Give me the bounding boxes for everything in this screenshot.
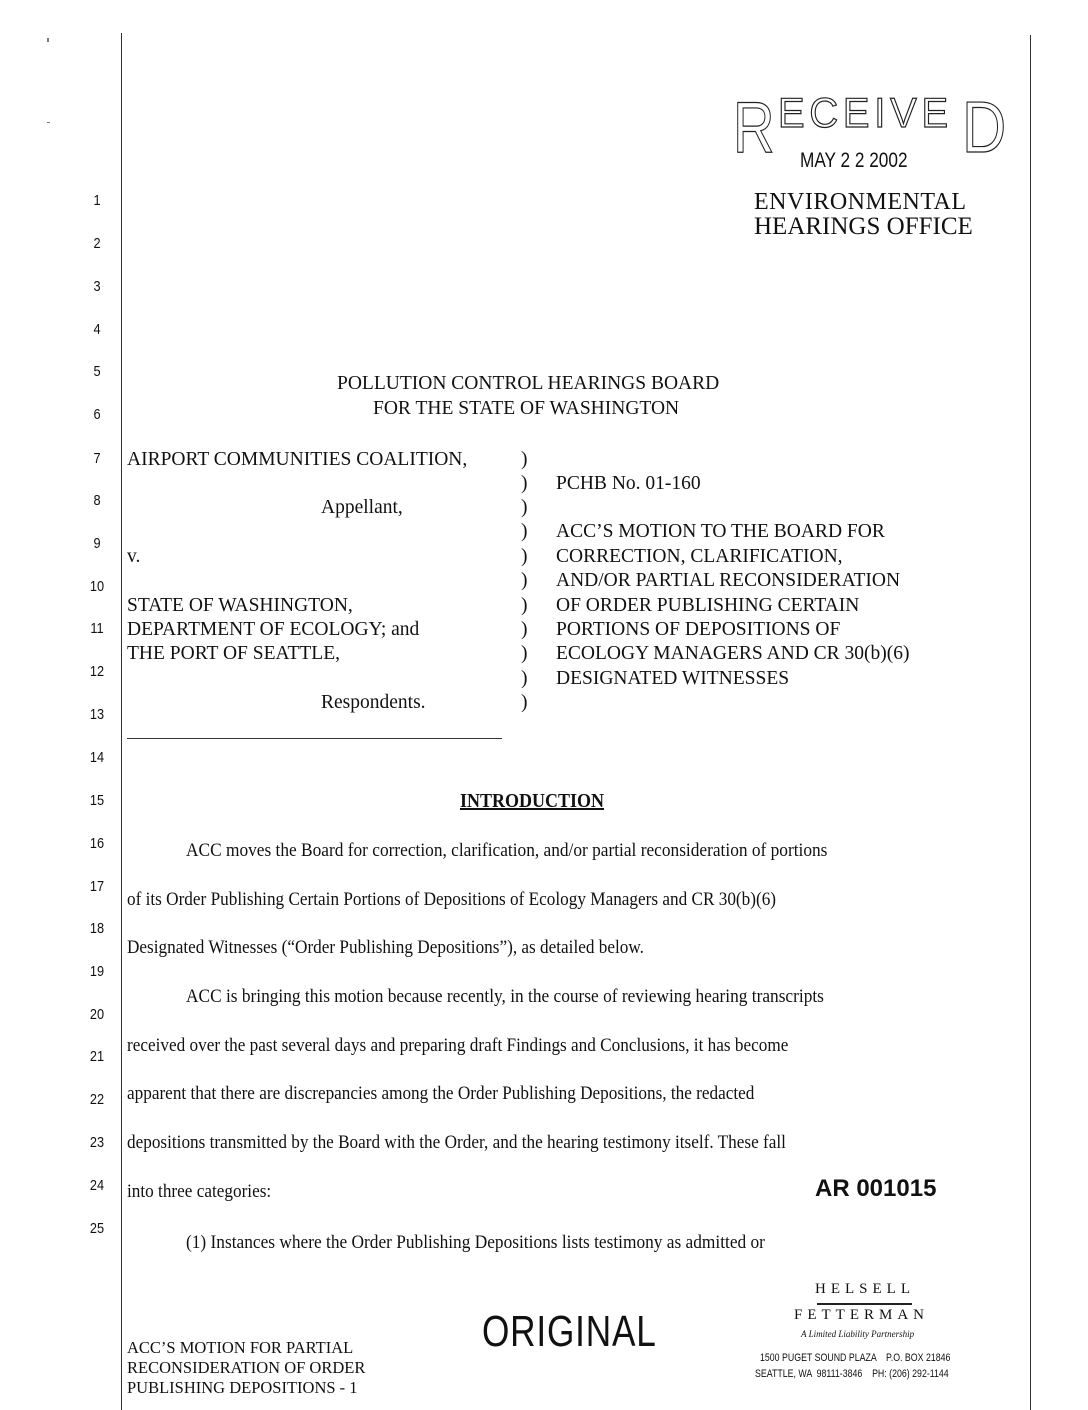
- line-number: 4: [93, 321, 101, 338]
- motion-title-line: OF ORDER PUBLISHING CERTAIN: [556, 595, 860, 616]
- body-line: Designated Witnesses (“Order Publishing Depositions”), as detailed below.: [127, 937, 644, 958]
- caption-paren: ): [521, 449, 528, 470]
- appellant-label: Appellant,: [321, 497, 403, 518]
- bates-number: AR 001015: [815, 1175, 937, 1202]
- line-number: 9: [93, 535, 101, 552]
- caption-paren: ): [521, 546, 528, 567]
- motion-title-line: AND/OR PARTIAL RECONSIDERATION: [556, 570, 901, 591]
- line-number: 16: [89, 835, 105, 852]
- line-number: 1: [93, 192, 101, 209]
- right-margin-rule: [1030, 35, 1031, 1410]
- original-stamp: ORIGINAL: [482, 1307, 657, 1356]
- left-margin-rule: [121, 33, 122, 1410]
- stamp-letter-r: R: [733, 88, 775, 168]
- motion-title-line: PORTIONS OF DEPOSITIONS OF: [556, 619, 841, 640]
- caption-paren: ): [521, 595, 528, 616]
- caption-rule: [127, 738, 502, 739]
- line-number: 14: [89, 749, 105, 766]
- respondent-line3: THE PORT OF SEATTLE,: [127, 643, 340, 664]
- footer-title-line: RECONSIDERATION OF ORDER: [127, 1358, 366, 1377]
- court-jurisdiction: FOR THE STATE OF WASHINGTON: [373, 398, 680, 419]
- respondent-label: Respondents.: [321, 692, 426, 713]
- court-name: POLLUTION CONTROL HEARINGS BOARD: [337, 373, 720, 394]
- line-number: 6: [93, 406, 101, 423]
- caption-paren: ): [521, 668, 528, 689]
- scan-speck: [47, 122, 50, 123]
- line-number: 25: [89, 1220, 105, 1237]
- caption-paren: ): [521, 497, 528, 518]
- respondent-line1: STATE OF WASHINGTON,: [127, 595, 353, 616]
- line-number: 13: [89, 706, 105, 723]
- footer-title-line: PUBLISHING DEPOSITIONS - 1: [127, 1378, 358, 1397]
- stamp-date: MAY 2 2 2002: [800, 149, 908, 172]
- line-number: 12: [89, 663, 105, 680]
- body-line: into three categories:: [127, 1181, 272, 1202]
- firm-name-rule: [817, 1303, 912, 1305]
- firm-address-line2: SEATTLE, WA 98111-3846 PH: (206) 292-1144: [755, 1368, 949, 1380]
- motion-title-line: DESIGNATED WITNESSES: [556, 668, 790, 689]
- stamp-letter-d: D: [962, 88, 1007, 168]
- line-number: 24: [89, 1177, 105, 1194]
- motion-title-line: ACC’S MOTION TO THE BOARD FOR: [556, 521, 885, 542]
- body-line: received over the past several days and preparing draft Findings and Conclusions, it has become: [127, 1035, 789, 1056]
- versus: v.: [127, 546, 141, 567]
- firm-tagline: A Limited Liability Partnership: [801, 1329, 915, 1339]
- line-number: 23: [89, 1134, 105, 1151]
- line-number: 8: [93, 492, 101, 509]
- firm-name-line2: FETTERMAN: [794, 1307, 929, 1323]
- caption-paren: ): [521, 643, 528, 664]
- footer-title-line: ACC’S MOTION FOR PARTIAL: [127, 1338, 354, 1357]
- line-number: 21: [89, 1048, 105, 1065]
- line-number: 11: [90, 620, 104, 637]
- line-number: 20: [89, 1006, 105, 1023]
- line-number: 3: [93, 278, 101, 295]
- body-line: apparent that there are discrepancies among the Order Publishing Depositions, the redacted: [127, 1083, 755, 1104]
- firm-address-line1: 1500 PUGET SOUND PLAZA P.O. BOX 21846: [760, 1352, 951, 1364]
- line-number: 15: [89, 792, 105, 809]
- body-line: of its Order Publishing Certain Portions of Depositions of Ecology Managers and CR 30(b)(6): [127, 889, 777, 910]
- line-number: 5: [93, 363, 101, 380]
- line-number: 10: [89, 578, 105, 595]
- motion-title-line: CORRECTION, CLARIFICATION,: [556, 546, 843, 567]
- caption-paren: ): [521, 570, 528, 591]
- stamp-office-line2: HEARINGS OFFICE: [754, 213, 973, 240]
- line-number: 19: [89, 963, 105, 980]
- stamp-letters: ECEIVE: [778, 89, 953, 136]
- respondent-line2: DEPARTMENT OF ECOLOGY; and: [127, 619, 420, 640]
- line-number: 22: [89, 1091, 105, 1108]
- caption-paren: ): [521, 473, 528, 494]
- body-line: ACC is bringing this motion because recently, in the course of reviewing hearing transcripts: [186, 986, 824, 1007]
- stamp-office-line1: ENVIRONMENTAL: [754, 189, 967, 215]
- line-number: 2: [93, 235, 101, 252]
- line-number: 7: [93, 450, 101, 467]
- caption-paren: ): [521, 619, 528, 640]
- firm-name-line1: HELSELL: [815, 1281, 915, 1297]
- body-line: (1) Instances where the Order Publishing Depositions lists testimony as admitted or: [186, 1232, 765, 1253]
- section-heading: INTRODUCTION: [460, 790, 605, 812]
- caption-paren: ): [521, 521, 528, 542]
- scan-speck: [47, 38, 49, 42]
- motion-title-line: ECOLOGY MANAGERS AND CR 30(b)(6): [556, 643, 910, 664]
- line-number: 17: [89, 878, 105, 895]
- appellant-name: AIRPORT COMMUNITIES COALITION,: [127, 449, 468, 470]
- case-number: PCHB No. 01-160: [556, 473, 701, 494]
- line-number: 18: [89, 920, 105, 937]
- body-line: depositions transmitted by the Board with the Order, and the hearing testimony itself. These fall: [127, 1132, 786, 1153]
- caption-paren: ): [521, 692, 528, 713]
- body-line: ACC moves the Board for correction, clarification, and/or partial reconsideration of portions: [186, 840, 828, 861]
